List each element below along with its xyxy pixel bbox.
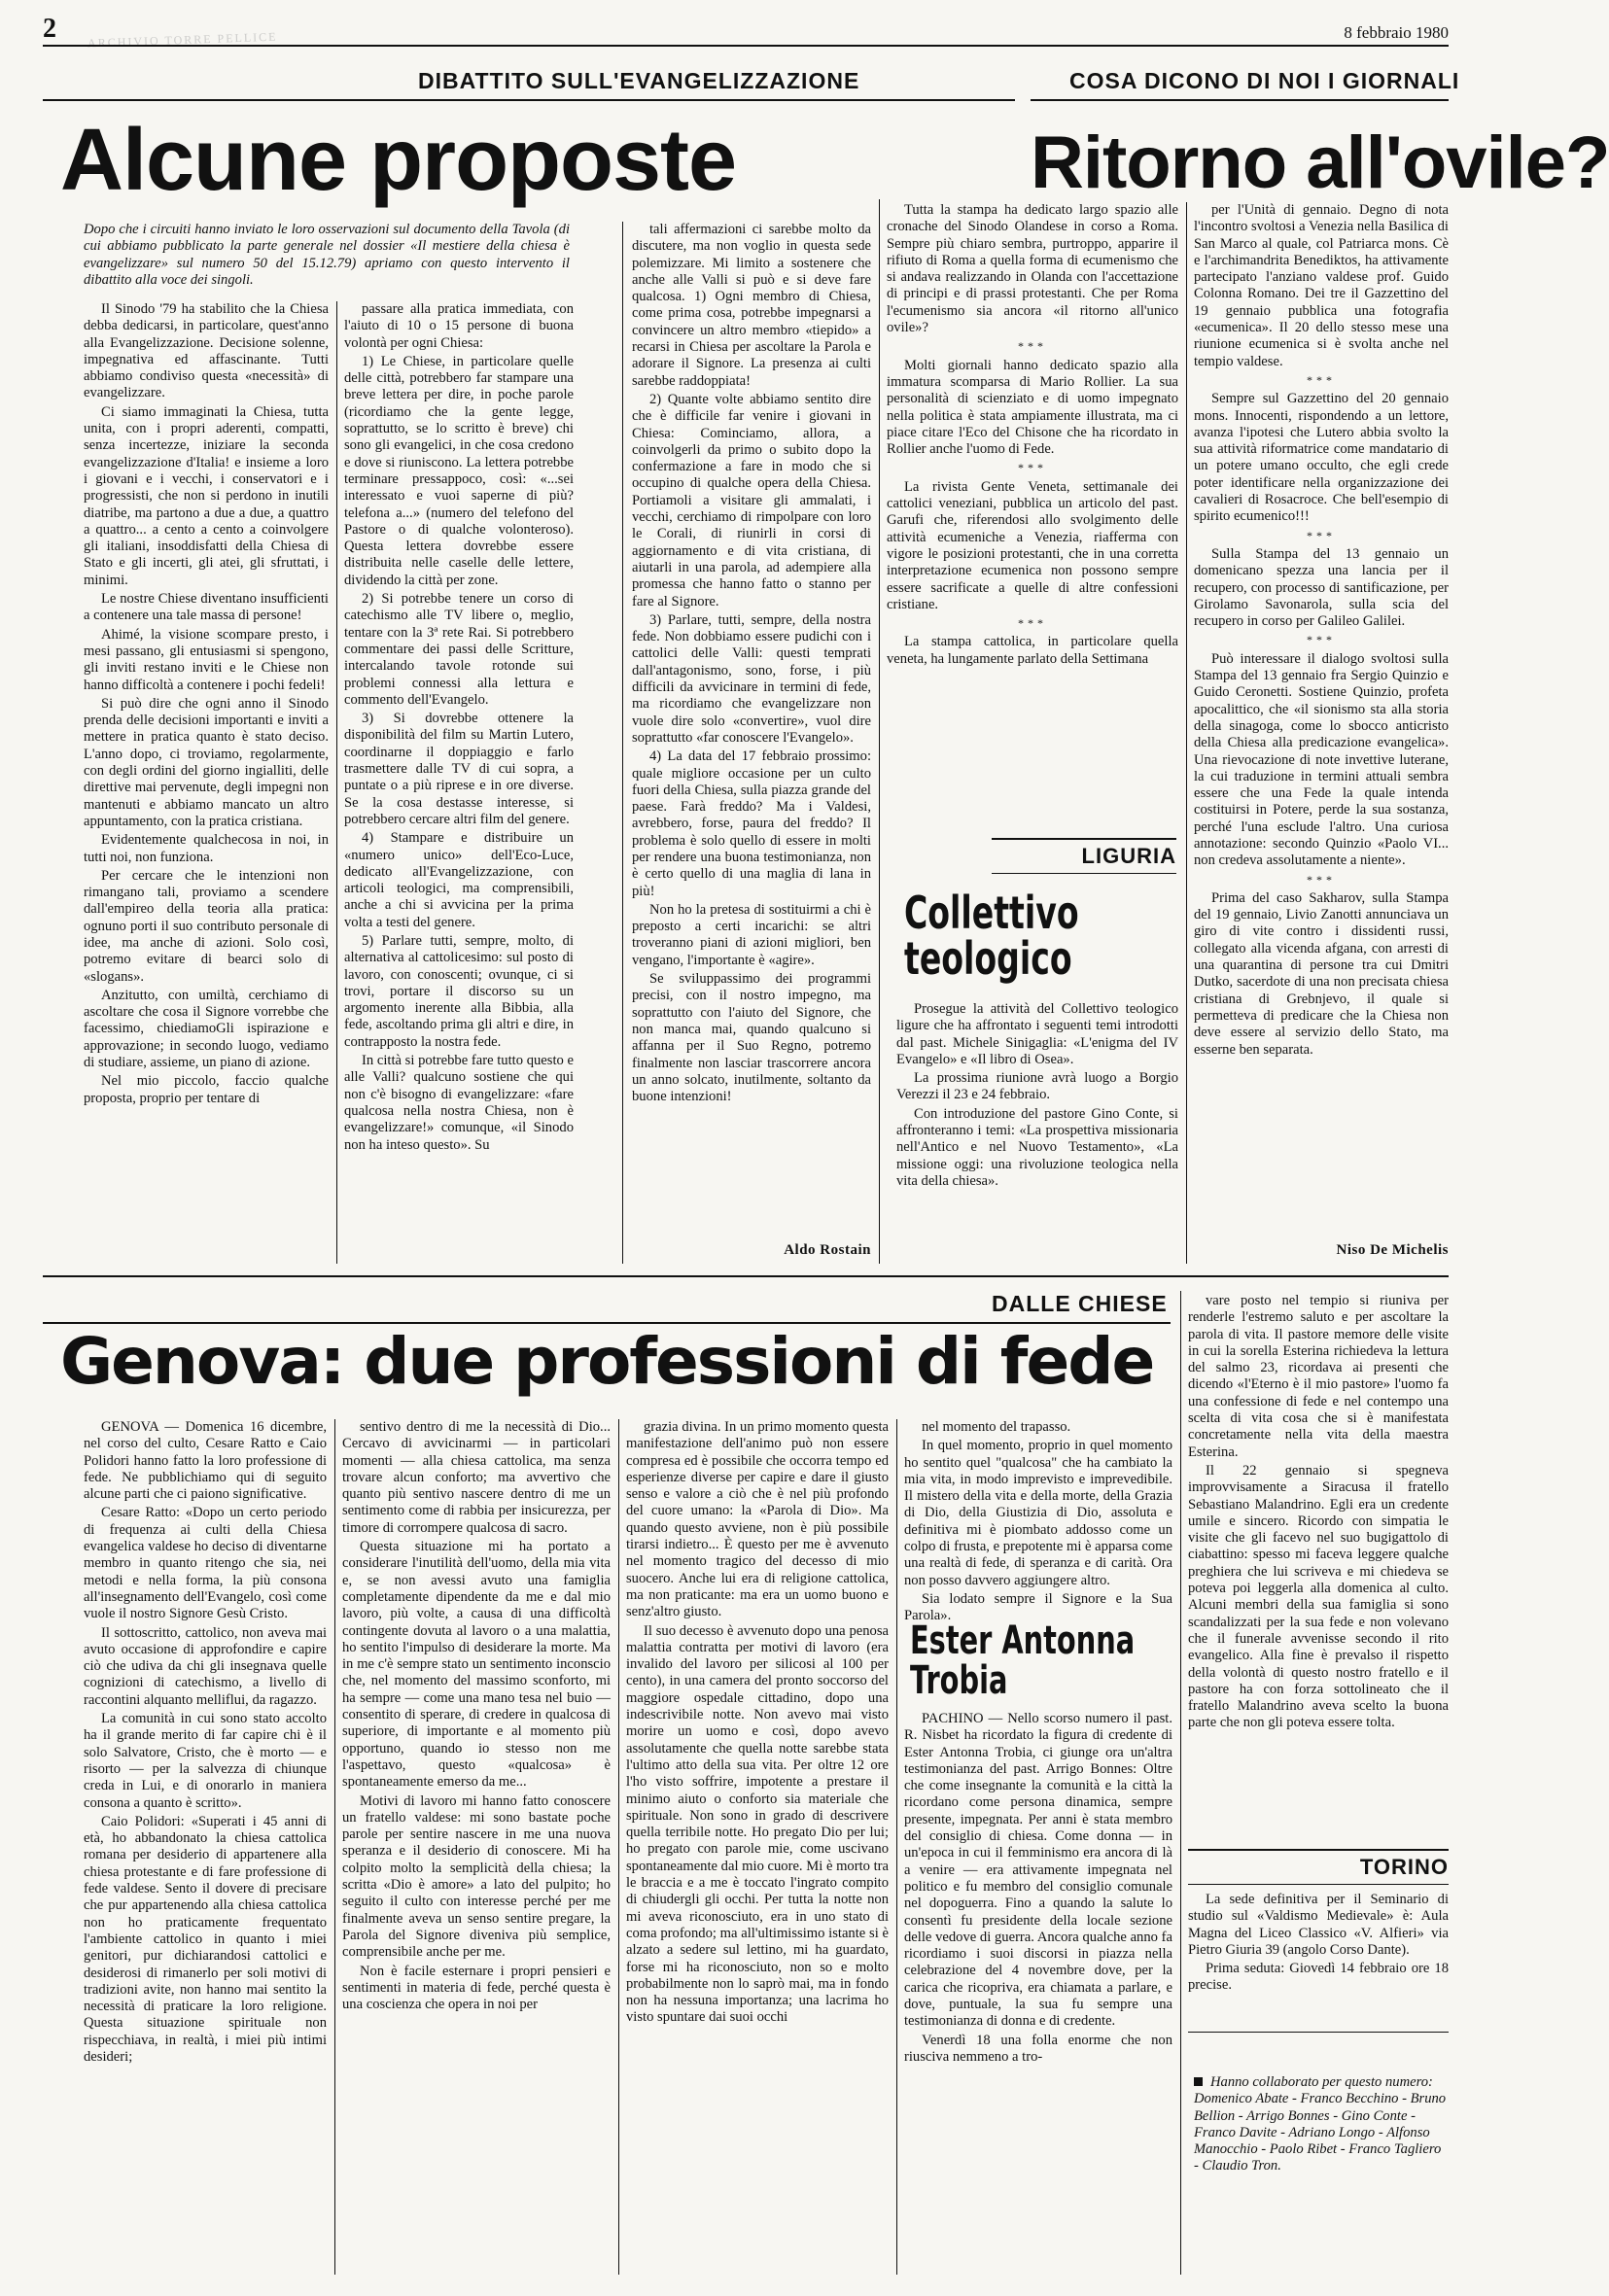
separator: *** [1018, 339, 1047, 354]
section-rule [1188, 1884, 1449, 1885]
author-signature: Niso De Michelis [1336, 1242, 1449, 1258]
paragraph: Per cercare che le intenzioni non rimangano tali, proviamo a scendere dall'empireo della teoria alla pratica: ognuno porti il suo contributo personale di idee, ma anche di azioni. Solo così, potremo evitare di bearci solo di «slogans». [84, 867, 329, 985]
credits-box [1194, 2074, 1449, 2175]
paragraph: Le nostre Chiese diventano insufficienti a contenere una tale massa di persone! [84, 591, 329, 624]
paragraph: sentivo dentro di me la necessità di Dio... Cercavo di avvicinarmi — in particolari momenti — alla chiesa cattolica, ma senza trovare alcun conforto; ma avvertivo che quanto più sentivo nascere dentro di me un sentimento come di rabbia per insicurezza, per timore di corrompere qualcosa di sacro. [342, 1419, 611, 1536]
paragraph: per l'Unità di gennaio. Degno di nota l'incontro svoltosi a Venezia nella Basilica di San Marco al quale, col Patriarca mons. Cè e l'archimandrita Benediktos, ha attivamente partecipato l'anziano valdese prof. Guido Colonna Romano. Dei tre il Gazzettino del 19 gennaio pubblica una fotografia «ecumenica». Il 20 dello stesso mese una riunione ecumenica si è svolta anche nel tempio valdese. [1194, 202, 1449, 369]
paragraph: Cesare Ratto: «Dopo un certo periodo di frequenza ai culti della Chiesa evangelica valdese ho deciso di diventarne membro in quanto ritengo che sia, nei metodi e nella forma, la più consona all'insegnamento dell'Evangelo, così come vuole il nostro Signore Gesù Cristo. [84, 1505, 327, 1622]
paragraph: Ci siamo immaginati la Chiesa, tutta unita, con i propri aderenti, compatti, senza incertezze, iniziare la seconda evangelizzazione d'Italia! e insieme a loro i giovani e i vecchi, i conservatori e i progressisti, che non si perdono in inutili diatribe, ma partono a due a due, a quattro a quattro... a cento a cento a coinvolgere gli italiani, insoddisfatti della Chiesa di Stato e gli incerti, gli atei, gli sfruttati, i minimi. [84, 403, 329, 588]
paragraph: 3) Si dovrebbe ottenere la disponibilità del film su Martin Lutero, coordinarne il doppiaggio e farlo trasmettere dalle TV di cui sopra, a puntate o a più riprese e in ore diverse. Se la cosa destasse interesse, si potrebbero cercare altri film del genere. [344, 711, 574, 827]
paragraph: Se sviluppassimo dei programmi precisi, con il nostro impegno, ma soprattutto con l'aiuto del Signore, che non manca mai, quando qualcuno si affanna per il Suo Regno, potremo finalmente non lasciar trascorrere ancora un anno solcato, inutilmente, soltanto da buone intenzioni! [632, 971, 871, 1105]
paragraph: Non è facile esternare i propri pensieri e sentimenti in materia di fede, perché questa è una coscienza che opera in noi per [342, 1963, 611, 2013]
paragraph: Può interessare il dialogo svoltosi sulla Stampa del 13 gennaio fra Sergio Quinzio e Guido Ceronetti. Sostiene Quinzio, profeta apocalittico, che «il sionismo sta alla storia della sinagoga, come lo sbocco anticristo della Chiesa alla predicazione evangelica». Una rievocazione di note invettive luterane, la cui traduzione in termini attuali sembra essere che una Fede la quale intenda costituirsi in Potere, perde la sua sostanza, perché l'una esclude l'altro. Una curiosa annotazione: secondo Quinzio «Paolo VI... non credeva assolutamente a niente». [1194, 650, 1449, 869]
column-divider [879, 199, 880, 1264]
separator: *** [1018, 461, 1047, 475]
article-column-3 [632, 222, 871, 1223]
separator: *** [1018, 616, 1047, 631]
column-divider [1180, 1291, 1181, 2275]
page-number: 2 [43, 14, 56, 44]
headline-ritorno-ovile: Ritorno all'ovile? [1031, 122, 1609, 204]
paragraph: tali affermazioni ci sarebbe molto da discutere, ma non voglio in questa sede polemizzare. Mi limito a sostenere che anche alle Valli si può e si deve fare qualcosa. 1) Ogni membro di Chiesa, come prima cosa, potrebbe impegnarsi a convincere un altro membro «tiepido» a recarsi in Chiesa per ascoltare la Parola e adorare il Signore. La presenza ai culti sarebbe raddoppiata! [632, 222, 871, 389]
separator: *** [1307, 872, 1336, 887]
paragraph: passare alla pratica immediata, con l'aiuto di 10 o 15 persone di buona volontà per ogni Chiesa: [344, 301, 574, 351]
paragraph: 2) Quante volte abbiamo sentito dire che è difficile far venire i giovani in Chiesa: Cominciamo, allora, a coinvolgerli da primo o subito dopo la confermazione a fare in modo che si occupino di qualche opera della Chiesa. Portiamoli a visitare gli ammalati, i vecchi, cerchiamo di rimpolpare con loro le Corali, di riunirli in corsi di aggiornamento e di vita cristiana, di aiutarli in una parola, ad adempiere alla promessa che hanno fatto o stanno per fare al Signore. [632, 391, 871, 609]
bleed-through-text: ARCHIVIO TORRE PELLICE [87, 29, 278, 51]
paragraph: 4) Stampare e distribuire un «numero unico» dell'Eco-Luce, dedicato all'Evangelizzazione, con articoli teologici, ma comprensibili, anche a chi si avvicina per la prima volta a testi del genere. [344, 830, 574, 930]
column-divider [1186, 202, 1187, 1264]
section-kicker-torino: TORINO [1359, 1855, 1449, 1879]
headline-alcune-proposte: Alcune proposte [60, 112, 737, 209]
genova-column-1 [84, 1419, 327, 2275]
paragraph: La stampa cattolica, in particolare quella veneta, ha lungamente parlato della Settimana [887, 634, 1178, 667]
headline-ester-antonna [910, 1618, 1136, 1703]
section-rule [43, 99, 1015, 101]
separator: *** [1307, 528, 1336, 542]
paragraph: grazia divina. In un primo momento questa manifestazione dell'animo può non essere compresa ed è possibile che occorra tempo ed esperienze diverse per capire e dare il giusto senso e valore a ciò che è nel più profondo del cuore umano: la «Parola di Dio». Ma quando questo avviene, non è più possibile tirarsi indietro... È questo per me è avvenuto nel momento tragico del decesso di mio suocero. Anche lui era di religione cattolica, ma non praticante: ma era un uomo buono e senz'altro giusto. [626, 1419, 889, 1620]
column-divider [336, 301, 337, 1264]
article-intro: Dopo che i circuiti hanno inviato le loro osservazioni sul documento della Tavola (di cui abbiamo pubblicato la parte generale nel dossier «Il mestiere della chiesa è evangelizzare» sul numero 50 del 15.12.79) apriamo con questo intervento il dibattito alla voce dei singoli. [84, 222, 570, 288]
section-rule [1031, 99, 1449, 101]
section-kicker-dalle-chiese: DALLE CHIESE [992, 1291, 1168, 1316]
headline-line: teologico [904, 931, 1072, 985]
headline-line: Trobia [910, 1657, 1008, 1703]
paragraph: 1) Le Chiese, in particolare quelle delle città, potrebbero far stampare una breve lettera per dire, in poche parole (ricordiamo che la gente legge, soprattutto, se lo scritto è breve) chi sono gli evangelici, in che cosa credono e dove si riuniscono. La lettera potrebbe terminare pressappoco, così: «...sei interessato e vuoi saperne di più? telefona a...» (numero del telefono del Pastore o di qualche volonteroso). Questa lettera dovrebbe essere distribuita nelle caselle delle lettere, dividendo la città per zone. [344, 353, 574, 588]
paragraph: vare posto nel tempio si riuniva per renderle l'estremo saluto e per ascoltare la parola di vita. Il pastore memore delle visite in cui la sorella Esterina richiedeva la lettura del salmo 23, ricordava ai presenti che dicendo «l'Eterno è il mio pastore» l'uomo fa una confessione di fede e nel contempo una scelta di vita cosa che si è manifestata concretamente nella vita della maestra Esterina. [1188, 1293, 1449, 1460]
paragraph: 5) Parlare tutti, sempre, molto, di alternativa al cattolicesimo: sul posto di lavoro, con conoscenti; ovunque, ci si trovi, portare il discorso su un argomento inerente alla Bibbia, alla fede, ascoltando prima gli altri e dire, in contrapposto la nostra fede. [344, 932, 574, 1050]
genova-column-4 [904, 1419, 1172, 1624]
paragraph: Il Sinodo '79 ha stabilito che la Chiesa debba dedicarsi, in particolare, quest'anno alla Evangelizzazione. Decisione solenne, impegnativa ed affascinante. Tutti abbiamo condiviso questa «necessità» di evangelizzare. [84, 301, 329, 401]
paragraph: Nel mio piccolo, faccio qualche proposta, proprio per tentare di [84, 1073, 329, 1106]
section-rule [992, 873, 1176, 874]
headline-genova: Genova: due professioni di fede [60, 1324, 1154, 1399]
paragraph: Sia lodato sempre il Signore e la Sua Parola». [904, 1590, 1172, 1624]
section-rule [992, 838, 1176, 840]
paragraph: La rivista Gente Veneta, settimanale dei cattolici veneziani, pubblica un articolo del past. Garufi che, riferendosi allo svolgimento delle attività ecumeniche a Venezia, riafferma con vigore le posizioni protestanti, che in una corretta interpretazione ecumenica non possono sempre essere sacrificate a quelle di altre confessioni cristiane. [887, 478, 1178, 612]
section-rule [1188, 2032, 1449, 2033]
paragraph: Sulla Stampa del 13 gennaio un domenicano spezza una lancia per il recupero, con processo di santificazione, per Girolamo Savonarola, sulla scia del recupero in corso per Galileo Galilei. [1194, 545, 1449, 630]
paragraph: 4) La data del 17 febbraio prossimo: quale migliore occasione per un culto fuori della Chiesa, sulla piazza grande del paese. Farà freddo? Ma i Valdesi, avrebbero, forse, paura del freddo? Il problema è solo quello di essere in molti per rendere una buona testimonianza, non è certo quello di una maglia di lana in più! [632, 748, 871, 899]
genova-column-3 [626, 1419, 889, 2275]
column-divider [896, 1419, 897, 2275]
column-divider [622, 222, 623, 1264]
page-divider [43, 1275, 1449, 1277]
paragraph: Questa situazione mi ha portato a considerare l'inutilità dell'uomo, della mia vita e, se non avessi avuto una famiglia completamente dipendente da me e dal mio lavoro, più volte, a causa di una difficoltà contingente dovuta al lavoro o a una malattia, ho sentito l'impulso di desiderare la morte. Ma in me c'è sempre stato un sentimento inconscio che, nel momento del massimo sconforto, mi ha sempre — come una mano tesa nel buio — consentito di sperare, di credere in qualcosa di superiore, di importante e al momento più opportuno, quando io stesso non me l'aspettavo, questo «qualcosa» è spontaneamente emerso da me... [342, 1539, 611, 1791]
paragraph: La prossima riunione avrà luogo a Borgio Verezzi il 23 e 24 febbraio. [896, 1070, 1178, 1103]
section-kicker-dibattito: DIBATTITO SULL'EVANGELIZZAZIONE [418, 68, 860, 93]
square-bullet-icon [1194, 2077, 1203, 2086]
paragraph: Il sottoscritto, cattolico, non aveva mai avuto occasione di approfondire e capire ciò che udiva da chi gli insegnava quelle cognizioni di catechismo, a livello di raccontini alquanto melliflui, da ragazzo. [84, 1624, 327, 1708]
paragraph: In città si potrebbe fare tutto questo e alle Valli? qualcuno sostiene che qui non c'è bisogno di evangelizzare: «fare qualcosa nella nostra Chiesa, non è evangelizzare!» comunque, «il Sinodo non ha inteso questo». Su [344, 1053, 574, 1153]
press-column-2 [1194, 202, 1449, 1235]
paragraph: La comunità in cui sono stato accolto ha il grande merito di far capire chi è il solo Salvatore, Cristo, che è morto — e risorto — per la salvezza di chiunque creda in Lui, e di onorarlo in maniera consona a quanto è scritto». [84, 1711, 327, 1811]
paragraph: GENOVA — Domenica 16 dicembre, nel corso del culto, Cesare Ratto e Caio Polidori hanno fatto la loro professione di fede. Ne pubblichiamo qui di seguito alcune parti che ci paiono significative. [84, 1419, 327, 1503]
separator: *** [1307, 633, 1336, 647]
headline-line: Ester Antonna [910, 1618, 1136, 1663]
paragraph: Venerdì 18 una folla enorme che non riusciva nemmeno a tro- [904, 2032, 1172, 2065]
paragraph: Anzitutto, con umiltà, cerchiamo di ascoltare che cosa il Signore vorrebbe che facessimo, chiediamoGli ispirazione e approvazione; in secondo luogo, vediamo di studiare, assieme, un piano di azione. [84, 987, 329, 1071]
headline-collettivo [904, 887, 1079, 985]
paragraph: 2) Si potrebbe tenere un corso di catechismo alle TV libere o, meglio, tentare con la 3ª rete Rai. Si potrebbero commentare dei passi delle Scritture, intercalando tavole rotonde sui problemi connessi alla lettura e commento dell'Evangelo. [344, 591, 574, 708]
genova-column-2 [342, 1419, 611, 2275]
column-divider [618, 1419, 619, 2275]
paragraph: Si può dire che ogni anno il Sinodo prenda delle decisioni importanti e inviti a mettere in pratica quanto è stato deciso. L'anno dopo, ci troviamo, regolarmente, con degli ordini del giorno ingialliti, delle direttive mai pervenute, degli impegni non mantenuti e abbiamo mancato un altro appuntamento, con la pratica cristiana. [84, 695, 329, 829]
paragraph: Sempre sul Gazzettino del 20 gennaio mons. Innocenti, rispondendo a un lettore, avanza l'ipotesi che Lutero abbia svolto la sua attività riformatrice come mandatario di un potere umano occulto, che egli crede poter identificare nella organizzazione dei cavalieri di Rosacroce. Che bell'esempio di spirito ecumenico!!! [1194, 391, 1449, 525]
paragraph: Il suo decesso è avvenuto dopo una penosa malattia contratta per motivi di lavoro (era invalido del lavoro per silicosi al 100 per cento), in una camera del pronto soccorso del maggiore ospedale cittadino, dopo una indescrivibile notte. Non avevo mai visto morire un uomo e così, dopo avevo assolutamente che quella notte sarebbe stata l'ultimo atto della sua vita. Per oltre 12 ore l'ho visto soffrire, impotente a prestare il minimo aiuto o conforto sia materiale che spirituale. Non sono in grado di descrivere quella terribile notte. Ho pregato Dio per lui; ho pregato con parole mie, come uscivano spontaneamente dal mio cuore. Mi è morto tra le braccia e a me è toccato l'ingrato compito di chiudergli gli occhi. Per tutta la notte non mi aveva riconosciuto, era in uno stato di coma profondo; ma all'ultimissimo istante si è alzato a sedere sul lettino, mi ha guardato, forse mi ha riconosciuto, non so e molto probabilmente non lo saprò mai, ma in fondo non ha nessuna importanza; una lacrima ho visto spuntare dai suoi occhi [626, 1622, 889, 2026]
credits-text: Hanno collaborato per questo numero: Domenico Abate - Franco Becchino - Bruno Bellion - Arrigo Bonnes - Gino Conte - Franco Davite - Adriano Longo - Alfonso Manocchio - Paolo Ribet - Franco Tagliero - Claudio Tron. [1194, 2074, 1447, 2174]
paragraph: Tutta la stampa ha dedicato largo spazio alle cronache del Sinodo Olandese in corso a Roma. Sempre più chiaro sembra, purtroppo, apparire il rifiuto di Roma a quella forma di ecumenismo che si andava realizzando in Olanda con l'accettazione di principi e di prassi protestanti. Che per Roma l'ecumenismo sia ancora «il ritorno all'unico ovile»? [887, 202, 1178, 336]
paragraph: Motivi di lavoro mi hanno fatto conoscere un fratello valdese: mi sono bastate poche parole per sentire nascere in me una nuova speranza e il desiderio di conoscere. Mi ha colpito molto la semplicità della chiesa; la scritta «Dio è amore» a lato del pulpito; ho seguito il culto con interesse perché per me finalmente aveva un senso sentire pregare, la Parola del Signore diveniva più semplice, comprensibile anche per me. [342, 1792, 611, 1961]
separator: *** [1307, 372, 1336, 387]
paragraph: Caio Polidori: «Superati i 45 anni di età, ho abbandonato la chiesa cattolica romana per desiderio di appartenere alla chiesa protestante e di fare professione di fede valdese. Sento il dovere di precisare che pur appartenendo alla chiesa cattolica non ho praticamente frequentato l'ambiente cattolico in quanto i miei genitori, pur dichiarandosi cattolici e desiderosi di rimanerlo per soli motivi di tradizioni avite, non hanno mai sentito la necessità di praticare la loro religione. Questa situazione spirituale non rispecchiava, in realtà, i miei più intimi desideri; [84, 1813, 327, 2065]
liguria-body [896, 1001, 1178, 1264]
paragraph: In quel momento, proprio in quel momento ho sentito quel "qualcosa" che ha cambiato la mia vita, in modo imprevisto e imprevedibile. Il mistero della vita e della morte, della Grazia di Dio, della Giustizia di Dio, assoluta e definitiva mi è piombato addosso come un colpo di frusta, e prepotente mi è apparsa come una realtà di fede, di speranza e di carità. Ora non posso davvero aggiungere altro. [904, 1438, 1172, 1588]
author-signature: Aldo Rostain [784, 1242, 871, 1258]
section-rule [1188, 1849, 1449, 1851]
paragraph: nel momento del trapasso. [922, 1419, 1071, 1435]
press-column-1 [887, 202, 1178, 834]
paragraph: Molti giornali hanno dedicato spazio alla immatura scomparsa di Mario Rollier. La sua personalità di scienziato e di uomo impegnato nella politica è stata ampiamente illustrata, ma ci piace citare l'Eco del Chisone che ha ricordato in Rollier anche l'uomo di Fede. [887, 357, 1178, 458]
ester-column-2 [1188, 1293, 1449, 1837]
paragraph: La sede definitiva per il Seminario di studio sul «Valdismo Medievale» è: Aula Magna del Liceo Classico «V. Alfieri» via Pietro Giuria 39 (angolo Corso Dante). [1188, 1892, 1449, 1958]
paragraph: Evidentemente qualchecosa in noi, in tutti noi, non funziona. [84, 832, 329, 865]
paragraph: Prosegue la attività del Collettivo teologico ligure che ha affrontato i seguenti temi introdotti dal past. Michele Sinigaglia: «L'enigma del IV Evangelo» e «Il libro di Osea». [896, 1001, 1178, 1067]
section-kicker-giornali: COSA DICONO DI NOI I GIORNALI [1069, 68, 1460, 93]
paragraph: Prima del caso Sakharov, sulla Stampa del 19 gennaio, Livio Zanotti annunciava un giro di vite contro i dissidenti russi, collegato alla vicenda afgana, con arresti di una quarantina di persone tra cui Dmitri Dutko, sacerdote di una non precisata chiesa cristiana di Grebnjevo, il quale si permetteva di predicare che la Chiesa non deve essere al servizio dello Stato, ma esserne ben separata. [1194, 889, 1449, 1058]
paragraph: 3) Parlare, tutti, sempre, della nostra fede. Non dobbiamo essere pudichi con i cattolici delle Valli: questi temprati dall'antagonismo, sono, forse, i più difficili da avvicinare in termini di fede, ma ricordiamo che evangelizzare non vuole dire solo «convertire», vuol dire soprattutto «far conoscere l'Evangelo». [632, 611, 871, 746]
section-kicker-liguria: LIGURIA [1081, 844, 1176, 868]
paragraph: Prima seduta: Giovedì 14 febbraio ore 18 precise. [1188, 1961, 1449, 1994]
paragraph: Il 22 gennaio si spegneva improvvisamente a Siracusa il fratello Sebastiano Malandrino. Egli era un credente umile e sincero. Ricordo con simpatia le visite che gli facevo nel suo bugigattolo di ciabattino: spesso mi faceva leggere qualche preghiera che lui scriveva e mi chiedeva se poteva poi leggerla alla domenica al culto. Alcuni membri della sua famiglia si sono scandalizzati per la sua fede e non volevano che il funerale avvenisse secondo il rito evangelico. Alla fine è prevalso il rispetto della volontà di questo nostro fratello e il pastore ha con forza sottolineato che il fratello Malandrino aveva scelto la buona parte che non gli poteva essere tolta. [1188, 1462, 1449, 1731]
article-column-2 [344, 301, 574, 1264]
ester-column-1 [904, 1711, 1172, 2275]
issue-date: 8 febbraio 1980 [1344, 23, 1449, 42]
top-rule [43, 45, 1449, 47]
paragraph: Con introduzione del pastore Gino Conte, si affronteranno i temi: «La prospettiva missionaria nell'Antico e nel Nuovo Testamento», «La missione oggi: una rivoluzione teologica nella vita della chiesa». [896, 1105, 1178, 1189]
paragraph: PACHINO — Nello scorso numero il past. R. Nisbet ha ricordato la figura di credente di Ester Antonna Trobia, ci giunge ora un'altra testimonianza del past. Arrigo Bonnes: Oltre che come insegnante la comunità e la città la ricordano come persona dinamica, sempre presente, impegnata. Per anni è stata membro del consiglio di chiesa. Come donna — in un'epoca in cui il femminismo era ancora di là a venire — era attivamente impegnata nel politico e fu membro del consiglio comunale nel dopoguerra. Fino a quando la salute lo consentì fu presidente della locale sezione delle vedove di guerra. Ancora qualche anno fa ricordiamo i suoi discorsi in piazza nella celebrazione del 4 novembre dove, per la carica che ricopriva, era chiamata a parlare, e dove, puntuale, la sua fu sempre una testimonianza di donna e di credente. [904, 1711, 1172, 2030]
torino-body [1188, 1892, 1449, 2008]
article-column-1 [84, 301, 329, 1264]
headline-line: Collettivo [904, 887, 1079, 939]
paragraph: Ahimé, la visione scompare presto, i mesi passano, gli entusiasmi si spengono, gli inviti restano inviti e le Chiese non hanno difficoltà a contenere i pochi fedeli! [84, 626, 329, 693]
paragraph: Non ho la pretesa di sostituirmi a chi è preposto a certi incarichi: se altri troveranno piani di azioni migliori, ben vengano, l'importante è «agire». [632, 901, 871, 968]
column-divider [334, 1419, 335, 2275]
